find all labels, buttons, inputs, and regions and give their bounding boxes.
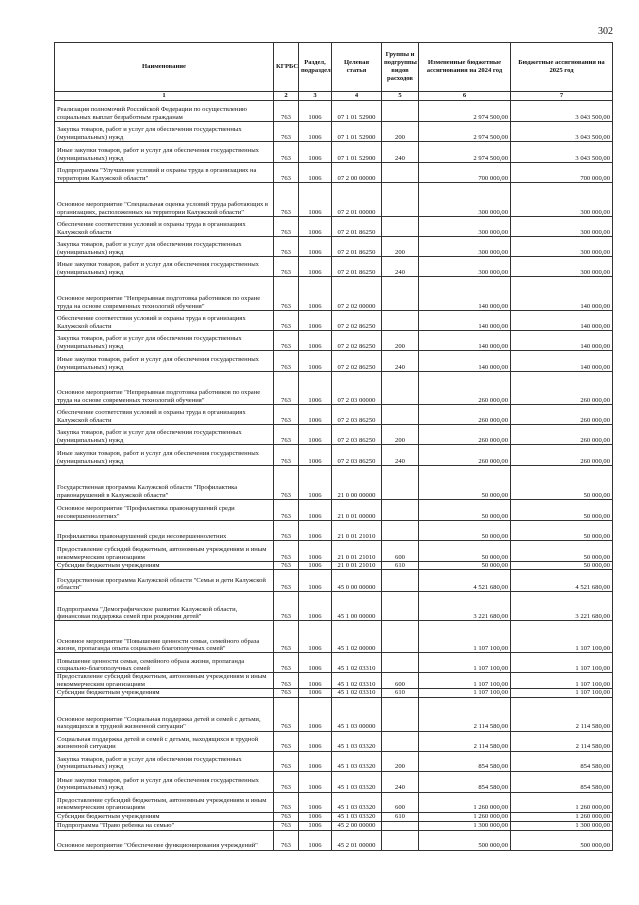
row-name: Предоставление субсидий бюджетным, автономным учреждениям и иным некоммерческим организациям [55, 541, 274, 562]
row-expense-group: 610 [382, 812, 419, 821]
row-amount-2025: 260 000,00 [511, 372, 613, 405]
row-expense-group [382, 183, 419, 217]
table-row [55, 689, 613, 697]
row-kgrbs: 763 [274, 689, 299, 697]
row-kgrbs: 763 [274, 351, 299, 372]
row-section: 1006 [299, 792, 332, 812]
row-amount-2025: 854 580,00 [511, 771, 613, 792]
row-section: 1006 [299, 122, 332, 142]
row-expense-group [382, 521, 419, 541]
row-target-article: 07 2 02 86250 [332, 311, 382, 331]
row-expense-group: 200 [382, 122, 419, 142]
row-amount-2024: 1 107 100,00 [419, 673, 511, 689]
row-amount-2025: 50 000,00 [511, 562, 613, 570]
table-row [55, 621, 613, 653]
row-expense-group: 600 [382, 541, 419, 562]
row-expense-group: 200 [382, 237, 419, 257]
row-section: 1006 [299, 521, 332, 541]
row-name: Иные закупки товаров, работ и услуг для обеспечения государственных (муниципальных) нужд [55, 445, 274, 466]
row-kgrbs: 763 [274, 521, 299, 541]
row-amount-2025: 300 000,00 [511, 183, 613, 217]
table-row [55, 237, 613, 257]
row-section: 1006 [299, 689, 332, 697]
row-target-article: 07 2 01 86250 [332, 217, 382, 237]
row-section: 1006 [299, 217, 332, 237]
row-amount-2024: 260 000,00 [419, 425, 511, 445]
table-row [55, 351, 613, 372]
row-amount-2024: 300 000,00 [419, 183, 511, 217]
row-amount-2025: 140 000,00 [511, 351, 613, 372]
row-kgrbs: 763 [274, 621, 299, 653]
row-amount-2024: 300 000,00 [419, 237, 511, 257]
row-expense-group [382, 163, 419, 183]
row-section: 1006 [299, 500, 332, 521]
row-target-article: 45 1 03 00000 [332, 697, 382, 731]
row-section: 1006 [299, 673, 332, 689]
row-section: 1006 [299, 101, 332, 122]
table-row [55, 812, 613, 821]
row-amount-2024: 140 000,00 [419, 311, 511, 331]
column-number: 5 [382, 92, 419, 101]
row-kgrbs: 763 [274, 183, 299, 217]
row-name: Основное мероприятие "Непрерывная подготовка работников по охране труда на основе современных технологий обучения" [55, 372, 274, 405]
row-amount-2024: 1 260 000,00 [419, 792, 511, 812]
row-target-article: 45 1 03 03320 [332, 771, 382, 792]
row-expense-group [382, 821, 419, 830]
row-amount-2024: 700 000,00 [419, 163, 511, 183]
row-amount-2025: 140 000,00 [511, 277, 613, 311]
row-amount-2025: 300 000,00 [511, 217, 613, 237]
row-target-article: 07 1 01 52900 [332, 142, 382, 163]
row-target-article: 07 2 00 00000 [332, 163, 382, 183]
row-section: 1006 [299, 331, 332, 351]
row-section: 1006 [299, 405, 332, 425]
row-section: 1006 [299, 771, 332, 792]
row-name: Повышение ценности семьи, семейного образа жизни, пропаганда социально-благополучных семей [55, 653, 274, 673]
row-target-article: 07 2 03 86250 [332, 405, 382, 425]
column-number-row [55, 92, 613, 101]
row-name: Основное мероприятие "Повышение ценности семьи, семейного образа жизни, пропаганда опыта социально благополучных семей" [55, 621, 274, 653]
table-row [55, 425, 613, 445]
table-row [55, 570, 613, 592]
row-kgrbs: 763 [274, 731, 299, 751]
row-amount-2025: 50 000,00 [511, 521, 613, 541]
row-name: Закупка товаров, работ и услуг для обеспечения государственных (муниципальных) нужд [55, 122, 274, 142]
row-target-article: 07 2 02 00000 [332, 277, 382, 311]
table-row [55, 821, 613, 830]
table-row [55, 592, 613, 621]
row-amount-2024: 140 000,00 [419, 351, 511, 372]
row-target-article: 45 1 02 03310 [332, 689, 382, 697]
row-amount-2025: 2 114 580,00 [511, 731, 613, 751]
table-row [55, 697, 613, 731]
row-amount-2025: 50 000,00 [511, 541, 613, 562]
row-expense-group: 240 [382, 257, 419, 277]
row-amount-2025: 260 000,00 [511, 445, 613, 466]
row-kgrbs: 763 [274, 217, 299, 237]
row-section: 1006 [299, 351, 332, 372]
row-amount-2024: 1 107 100,00 [419, 621, 511, 653]
row-section: 1006 [299, 751, 332, 771]
row-amount-2024: 50 000,00 [419, 466, 511, 500]
row-kgrbs: 763 [274, 653, 299, 673]
row-kgrbs: 763 [274, 821, 299, 830]
row-kgrbs: 763 [274, 500, 299, 521]
row-amount-2025: 3 043 500,00 [511, 122, 613, 142]
row-name: Реализация полномочий Российской Федерации по осуществлению социальных выплат безработным гражданам [55, 101, 274, 122]
row-expense-group: 240 [382, 351, 419, 372]
row-section: 1006 [299, 277, 332, 311]
row-kgrbs: 763 [274, 792, 299, 812]
table-row [55, 751, 613, 771]
row-amount-2024: 50 000,00 [419, 500, 511, 521]
row-expense-group: 240 [382, 445, 419, 466]
table-row [55, 466, 613, 500]
table-row [55, 445, 613, 466]
table-row [55, 122, 613, 142]
table-row [55, 792, 613, 812]
row-target-article: 07 2 03 86250 [332, 445, 382, 466]
table-row [55, 771, 613, 792]
row-amount-2024: 140 000,00 [419, 331, 511, 351]
row-name: Иные закупки товаров, работ и услуг для обеспечения государственных (муниципальных) нужд [55, 142, 274, 163]
row-target-article: 21 0 01 00000 [332, 500, 382, 521]
row-amount-2025: 300 000,00 [511, 237, 613, 257]
row-kgrbs: 763 [274, 122, 299, 142]
row-name: Закупка товаров, работ и услуг для обеспечения государственных (муниципальных) нужд [55, 425, 274, 445]
row-kgrbs: 763 [274, 277, 299, 311]
row-kgrbs: 763 [274, 425, 299, 445]
row-expense-group [382, 372, 419, 405]
row-section: 1006 [299, 237, 332, 257]
row-amount-2024: 2 974 500,00 [419, 101, 511, 122]
row-section: 1006 [299, 541, 332, 562]
row-section: 1006 [299, 163, 332, 183]
row-section: 1006 [299, 311, 332, 331]
row-target-article: 45 1 03 03320 [332, 812, 382, 821]
row-amount-2024: 854 580,00 [419, 751, 511, 771]
row-expense-group [382, 217, 419, 237]
row-name: Субсидии бюджетным учреждениям [55, 689, 274, 697]
row-target-article: 07 2 02 86250 [332, 331, 382, 351]
header-budget-2025: Бюджетные ассигнования на 2025 год [511, 43, 613, 92]
row-expense-group [382, 101, 419, 122]
row-section: 1006 [299, 562, 332, 570]
row-name: Государственная программа Калужской области "Профилактика правонарушений в Калужской области" [55, 466, 274, 500]
row-name: Иные закупки товаров, работ и услуг для обеспечения государственных (муниципальных) нужд [55, 351, 274, 372]
column-number: 7 [511, 92, 613, 101]
row-amount-2025: 50 000,00 [511, 500, 613, 521]
row-target-article: 07 2 03 86250 [332, 425, 382, 445]
row-expense-group [382, 731, 419, 751]
header-changed-2024: Измененные бюджетные ассигнования на 2024 год [419, 43, 511, 92]
table-row [55, 277, 613, 311]
row-expense-group: 600 [382, 792, 419, 812]
row-amount-2024: 2 114 580,00 [419, 731, 511, 751]
row-target-article: 45 2 01 00000 [332, 830, 382, 850]
row-expense-group [382, 500, 419, 521]
row-name: Закупка товаров, работ и услуг для обеспечения государственных (муниципальных) нужд [55, 237, 274, 257]
row-amount-2025: 260 000,00 [511, 425, 613, 445]
row-section: 1006 [299, 830, 332, 850]
row-section: 1006 [299, 731, 332, 751]
row-section: 1006 [299, 183, 332, 217]
row-target-article: 07 1 01 52900 [332, 122, 382, 142]
row-kgrbs: 763 [274, 163, 299, 183]
row-expense-group: 200 [382, 331, 419, 351]
row-expense-group: 200 [382, 751, 419, 771]
header-kgrbs: КГРБС [274, 43, 299, 92]
row-kgrbs: 763 [274, 101, 299, 122]
table-row [55, 731, 613, 751]
row-expense-group: 200 [382, 425, 419, 445]
row-amount-2024: 854 580,00 [419, 771, 511, 792]
row-section: 1006 [299, 372, 332, 405]
row-name: Субсидии бюджетным учреждениям [55, 812, 274, 821]
row-name: Основное мероприятие "Социальная поддержка детей и семей с детьми, находящихся в трудной жизненной ситуации" [55, 697, 274, 731]
row-name: Подпрограмма "Право ребенка на семью" [55, 821, 274, 830]
row-expense-group [382, 277, 419, 311]
table-row [55, 405, 613, 425]
header-group: Группы и подгруппы видов расходов [382, 43, 419, 92]
row-name: Предоставление субсидий бюджетным, автономным учреждениям и иным некоммерческим организациям [55, 792, 274, 812]
row-amount-2025: 700 000,00 [511, 163, 613, 183]
row-target-article: 45 2 00 00000 [332, 821, 382, 830]
row-expense-group: 240 [382, 142, 419, 163]
row-target-article: 07 2 01 86250 [332, 237, 382, 257]
row-section: 1006 [299, 142, 332, 163]
row-section: 1006 [299, 821, 332, 830]
column-number: 2 [274, 92, 299, 101]
table-row [55, 257, 613, 277]
row-expense-group: 600 [382, 673, 419, 689]
table-row [55, 372, 613, 405]
row-amount-2025: 3 043 500,00 [511, 142, 613, 163]
row-amount-2024: 2 974 500,00 [419, 122, 511, 142]
row-expense-group [382, 405, 419, 425]
row-expense-group [382, 570, 419, 592]
row-amount-2025: 500 000,00 [511, 830, 613, 850]
row-amount-2024: 260 000,00 [419, 445, 511, 466]
table-row [55, 541, 613, 562]
row-name: Закупка товаров, работ и услуг для обеспечения государственных (муниципальных) нужд [55, 331, 274, 351]
row-kgrbs: 763 [274, 562, 299, 570]
table-row [55, 142, 613, 163]
table-row [55, 830, 613, 850]
row-expense-group [382, 697, 419, 731]
table-row [55, 183, 613, 217]
row-amount-2024: 260 000,00 [419, 405, 511, 425]
row-amount-2025: 1 107 100,00 [511, 673, 613, 689]
column-number: 1 [55, 92, 274, 101]
row-name: Иные закупки товаров, работ и услуг для обеспечения государственных (муниципальных) нужд [55, 771, 274, 792]
row-expense-group: 610 [382, 562, 419, 570]
row-kgrbs: 763 [274, 751, 299, 771]
row-kgrbs: 763 [274, 311, 299, 331]
row-target-article: 45 0 00 00000 [332, 570, 382, 592]
row-name: Профилактика правонарушений среди несовершеннолетних [55, 521, 274, 541]
row-amount-2025: 1 260 000,00 [511, 792, 613, 812]
table-row [55, 217, 613, 237]
row-amount-2024: 500 000,00 [419, 830, 511, 850]
row-name: Иные закупки товаров, работ и услуг для обеспечения государственных (муниципальных) нужд [55, 257, 274, 277]
row-target-article: 07 2 01 86250 [332, 257, 382, 277]
row-amount-2025: 140 000,00 [511, 331, 613, 351]
table-row [55, 163, 613, 183]
row-target-article: 45 1 03 03320 [332, 792, 382, 812]
row-target-article: 21 0 01 21010 [332, 541, 382, 562]
row-kgrbs: 763 [274, 592, 299, 621]
table-row [55, 673, 613, 689]
row-amount-2024: 2 114 580,00 [419, 697, 511, 731]
row-amount-2025: 1 107 100,00 [511, 621, 613, 653]
row-name: Государственная программа Калужской области "Семья и дети Калужской области" [55, 570, 274, 592]
row-amount-2024: 300 000,00 [419, 257, 511, 277]
row-expense-group [382, 311, 419, 331]
table-row [55, 521, 613, 541]
row-name: Подпрограмма "Демографическое развитие Калужской области, финансовая поддержка семей при рождении детей" [55, 592, 274, 621]
row-amount-2025: 3 221 680,00 [511, 592, 613, 621]
row-kgrbs: 763 [274, 697, 299, 731]
row-amount-2024: 1 107 100,00 [419, 653, 511, 673]
row-kgrbs: 763 [274, 372, 299, 405]
row-target-article: 21 0 01 21010 [332, 562, 382, 570]
row-expense-group [382, 621, 419, 653]
page-number: 302 [598, 26, 613, 37]
table-row [55, 311, 613, 331]
row-target-article: 45 1 00 00000 [332, 592, 382, 621]
table-row [55, 101, 613, 122]
row-section: 1006 [299, 570, 332, 592]
row-kgrbs: 763 [274, 237, 299, 257]
row-expense-group: 610 [382, 689, 419, 697]
row-name: Основное мероприятие "Специальная оценка условий труда работающих в организациях, расположенных на территории Калужской области" [55, 183, 274, 217]
row-kgrbs: 763 [274, 257, 299, 277]
row-name: Закупка товаров, работ и услуг для обеспечения государственных (муниципальных) нужд [55, 751, 274, 771]
row-target-article: 45 1 02 03310 [332, 673, 382, 689]
table-row [55, 653, 613, 673]
row-expense-group [382, 466, 419, 500]
header-section: Раздел, подраздел [299, 43, 332, 92]
column-number: 3 [299, 92, 332, 101]
row-name: Обеспечение соответствия условий и охраны труда в организациях Калужской области [55, 217, 274, 237]
table-row [55, 500, 613, 521]
row-target-article: 45 1 02 03310 [332, 653, 382, 673]
row-section: 1006 [299, 653, 332, 673]
row-target-article: 21 0 00 00000 [332, 466, 382, 500]
row-kgrbs: 763 [274, 142, 299, 163]
row-target-article: 07 2 03 00000 [332, 372, 382, 405]
row-amount-2025: 260 000,00 [511, 405, 613, 425]
row-kgrbs: 763 [274, 673, 299, 689]
row-amount-2024: 50 000,00 [419, 521, 511, 541]
table-row [55, 331, 613, 351]
row-amount-2024: 1 260 000,00 [419, 812, 511, 821]
row-amount-2025: 1 107 100,00 [511, 689, 613, 697]
row-target-article: 07 2 01 00000 [332, 183, 382, 217]
row-section: 1006 [299, 697, 332, 731]
row-name: Основное мероприятие "Профилактика правонарушений среди несовершеннолетних" [55, 500, 274, 521]
row-target-article: 45 1 03 03320 [332, 731, 382, 751]
header-name: Наименование [55, 43, 274, 92]
row-amount-2024: 2 974 500,00 [419, 142, 511, 163]
row-expense-group [382, 592, 419, 621]
row-target-article: 07 1 01 52900 [332, 101, 382, 122]
row-name: Подпрограмма "Улучшение условий и охраны труда в организациях на территории Калужской области" [55, 163, 274, 183]
row-kgrbs: 763 [274, 445, 299, 466]
row-target-article: 45 1 03 03320 [332, 751, 382, 771]
row-name: Основное мероприятие "Обеспечение функционирования учреждений" [55, 830, 274, 850]
row-amount-2025: 50 000,00 [511, 466, 613, 500]
row-kgrbs: 763 [274, 570, 299, 592]
row-expense-group [382, 653, 419, 673]
row-kgrbs: 763 [274, 331, 299, 351]
row-section: 1006 [299, 425, 332, 445]
row-name: Социальная поддержка детей и семей с детьми, находящихся в трудной жизненной ситуации [55, 731, 274, 751]
row-section: 1006 [299, 812, 332, 821]
row-section: 1006 [299, 257, 332, 277]
budget-table [54, 42, 613, 851]
row-amount-2024: 50 000,00 [419, 541, 511, 562]
row-name: Предоставление субсидий бюджетным, автономным учреждениям и иным некоммерческим организациям [55, 673, 274, 689]
row-amount-2024: 140 000,00 [419, 277, 511, 311]
row-amount-2025: 2 114 580,00 [511, 697, 613, 731]
row-kgrbs: 763 [274, 405, 299, 425]
row-amount-2025: 4 521 680,00 [511, 570, 613, 592]
row-amount-2024: 3 221 680,00 [419, 592, 511, 621]
row-amount-2024: 300 000,00 [419, 217, 511, 237]
row-section: 1006 [299, 445, 332, 466]
column-number: 4 [332, 92, 382, 101]
row-kgrbs: 763 [274, 812, 299, 821]
row-kgrbs: 763 [274, 830, 299, 850]
row-expense-group: 240 [382, 771, 419, 792]
row-section: 1006 [299, 592, 332, 621]
row-amount-2025: 3 043 500,00 [511, 101, 613, 122]
row-name: Субсидии бюджетным учреждениям [55, 562, 274, 570]
row-target-article: 21 0 01 21010 [332, 521, 382, 541]
row-amount-2024: 1 107 100,00 [419, 689, 511, 697]
column-number: 6 [419, 92, 511, 101]
row-amount-2025: 1 107 100,00 [511, 653, 613, 673]
row-name: Обеспечение соответствия условий и охраны труда в организациях Калужской области [55, 311, 274, 331]
table-row [55, 562, 613, 570]
row-amount-2024: 50 000,00 [419, 562, 511, 570]
row-kgrbs: 763 [274, 771, 299, 792]
row-amount-2025: 140 000,00 [511, 311, 613, 331]
row-amount-2025: 1 300 000,00 [511, 821, 613, 830]
row-target-article: 07 2 02 86250 [332, 351, 382, 372]
row-amount-2024: 4 521 680,00 [419, 570, 511, 592]
row-kgrbs: 763 [274, 466, 299, 500]
row-amount-2024: 1 300 000,00 [419, 821, 511, 830]
row-section: 1006 [299, 621, 332, 653]
row-amount-2025: 1 260 000,00 [511, 812, 613, 821]
row-name: Обеспечение соответствия условий и охраны труда в организациях Калужской области [55, 405, 274, 425]
row-amount-2024: 260 000,00 [419, 372, 511, 405]
row-amount-2025: 300 000,00 [511, 257, 613, 277]
row-kgrbs: 763 [274, 541, 299, 562]
row-section: 1006 [299, 466, 332, 500]
row-amount-2025: 854 580,00 [511, 751, 613, 771]
header-target: Целевая статья [332, 43, 382, 92]
row-name: Основное мероприятие "Непрерывная подготовка работников по охране труда на основе современных технологий обучения" [55, 277, 274, 311]
row-expense-group [382, 830, 419, 850]
row-target-article: 45 1 02 00000 [332, 621, 382, 653]
